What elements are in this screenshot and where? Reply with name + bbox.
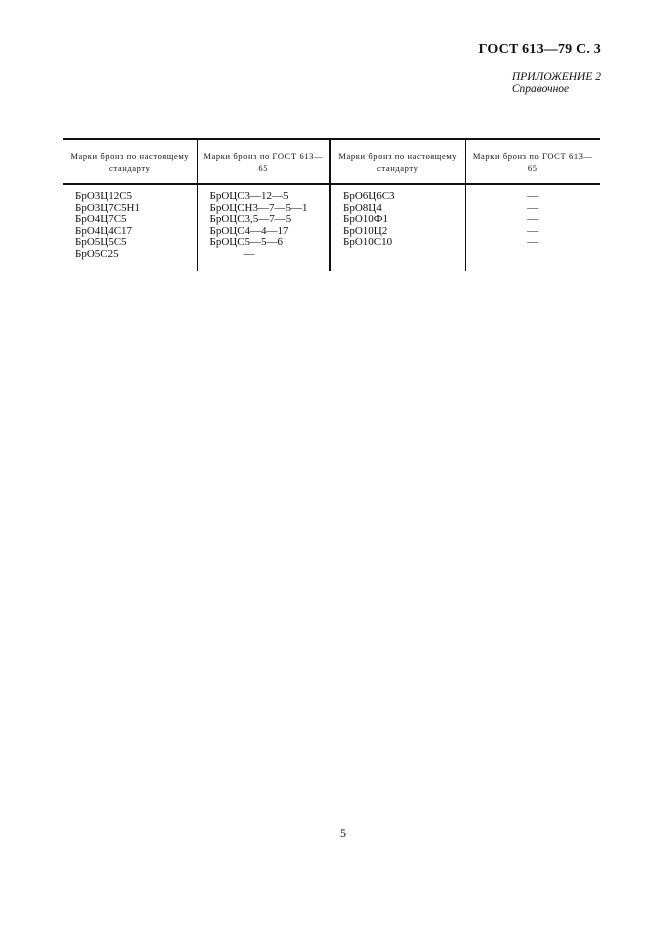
appendix-title: ПРИЛОЖЕНИЕ 2 bbox=[511, 71, 601, 83]
grade-cell: — bbox=[243, 247, 255, 260]
column-current-grades-1 bbox=[63, 184, 197, 271]
column-old-grades-1 bbox=[197, 184, 330, 271]
grade-cell: БрОЦСН3—7—5—1 bbox=[209, 201, 308, 214]
table-header-row bbox=[63, 139, 600, 184]
column-header-current-standard: Марки бронз по настоящему стандарту bbox=[63, 139, 197, 184]
column-old-grades-2 bbox=[465, 184, 600, 271]
grade-cell: БрО6Ц6С3 bbox=[343, 190, 395, 202]
grade-cell: БрОЦС5—5—6 bbox=[209, 236, 284, 249]
bronze-grades-table bbox=[63, 138, 600, 271]
grade-cell: БрОЦС3—12—5 bbox=[209, 190, 289, 202]
grade-cell: БрО10С10 bbox=[343, 236, 393, 249]
grade-cell: — bbox=[527, 201, 539, 214]
column-header-gost-613-65: Марки бронз по ГОСТ 613—65 bbox=[197, 139, 330, 184]
appendix-subtitle: Справочное bbox=[511, 83, 570, 95]
grade-cell: БрО5С25 bbox=[75, 247, 119, 260]
table-row bbox=[63, 184, 600, 271]
grade-cell: БрО8Ц4 bbox=[343, 201, 382, 214]
column-current-grades-2 bbox=[330, 184, 465, 271]
column-header-gost-613-65-2: Марки бронз по ГОСТ 613—65 bbox=[465, 139, 600, 184]
grade-cell: БрО5Ц5С5 bbox=[75, 236, 127, 249]
grade-cell: БрО3Ц7С5Н1 bbox=[75, 201, 140, 214]
grade-cell: — bbox=[527, 224, 539, 237]
grade-cell: БрО10Ц2 bbox=[343, 224, 388, 237]
grade-cell: БрО4Ц7С5 bbox=[75, 213, 127, 226]
appendix-heading bbox=[512, 71, 601, 95]
grade-cell: — bbox=[527, 213, 539, 226]
grade-cell: БрО4Ц4С17 bbox=[75, 224, 133, 237]
grade-cell: БрО10Ф1 bbox=[343, 213, 388, 226]
grade-cell: БрОЦС3,5—7—5 bbox=[209, 213, 292, 226]
page-number: 5 bbox=[340, 826, 346, 840]
grade-cell: БрОЦС4—4—17 bbox=[209, 224, 289, 237]
document-code: ГОСТ 613—79 С. 3 bbox=[478, 42, 601, 57]
grade-cell: — bbox=[527, 236, 539, 249]
grade-cell: — bbox=[527, 190, 539, 202]
grade-cell: БрО3Ц12С5 bbox=[75, 190, 133, 202]
column-header-current-standard-2: Марки бронз по настоящему стандарту bbox=[330, 139, 465, 184]
